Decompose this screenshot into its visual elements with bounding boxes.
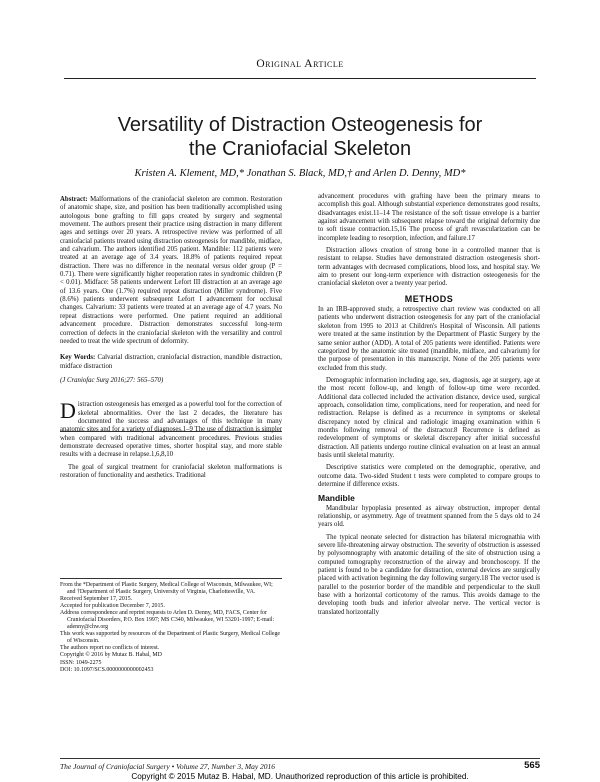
methods-heading: METHODS bbox=[404, 293, 454, 304]
footer-rule bbox=[60, 758, 540, 759]
abstract-rule bbox=[60, 431, 282, 432]
section-tag: Original Article bbox=[256, 58, 344, 70]
abstract-text: Malformations of the craniofacial skeleton are common. Restoration of anatomic shape, size, and position has been traditionally accomplished using autologous bone grafting to fill gaps created by surgery and segmental movement. The authors present their practice using distraction in many different ages and settings over 20 years. A retrospective review was performed of all craniofacial patients treated using distraction osteogenesis for mandible, midface, and calvarium. The authors identified 205 patient. Mandible: 112 patients were treated at an average age of 3.4 years. 18.8% of patients required repeat distraction. There was no difference in the neonatal versus older group (P = 0.71). There were significantly higher reoperation rates in syndromic children (P < 0.01). Midface: 58 patients underwent Lefort III distraction at an average age of 13.6 years. One (1.7%) required repeat distraction (Miller syndrome). Five (8.6%) patients underwent subsequent Lefort I advancement for occlusal changes. Calvarium: 33 patients were treated at an average age of 4.7 years. No repeat distractions were performed. One patient required an additional advancement procedure. Distraction demonstrates successful long-term correction of defects in the craniofacial skeleton with the versatility and control needed to treat the wide spectrum of deformity. bbox=[60, 196, 282, 345]
footer-journal: The Journal of Craniofacial Surgery • Volume 27, Number 3, May 2016 bbox=[60, 762, 276, 771]
abstract-label: Abstract: bbox=[60, 196, 88, 203]
section-divider bbox=[64, 78, 536, 79]
copyright-notice: Copyright © 2015 Mutaz B. Habal, MD. Unauthorized reproduction of this article is prohibited. bbox=[131, 772, 469, 781]
journal-citation: (J Craniofac Surg 2016;27: 565–570) bbox=[60, 376, 164, 384]
left-column bbox=[60, 196, 282, 484]
article-title bbox=[60, 113, 540, 161]
footnote-accepted: Accepted for publication December 7, 2015. bbox=[60, 603, 165, 610]
methods-paragraph-2: Demographic information including age, sex, diagnosis, age at surgery, age at the most recent follow-up, and length of follow-up time were recorded. Additional data collected included the activation distance, device used, surgical approach, consolidation time, complications, need for reoperation, and need for redistraction. Relapse is defined as a recurrence in symptoms or skeletal discrepancy noted by clinical and radiologic imaging examination within 6 months following removal of the distractor.8 Recurrence is defined as redevelopment of symptoms or skeletal discrepancy after initial successful distraction. All patients undergo routine clinical evaluation on at least an annual basis until skeletal maturity. bbox=[318, 376, 540, 459]
footnote-correspondence: Address correspondence and reprint requests to Arlen D. Denny, MD, FACS, Center for Craniofacial Disorders, P.O. Box 1997; MS C340, Milwaukee, WI 53201-1997; E-mail: adenny@chw.org bbox=[60, 610, 275, 631]
intro-paragraph-3: advancement procedures with grafting have been the primary means to accomplish this goal. Although substantial experience demonstrates good results, disadvantages exist.11–14 The resistance of the soft tissue envelope is a barrier against advancement with subsequent relapse toward the original deformity due to soft tissue contraction.15,16 The process of graft revascularization can be incomplete leading to resorption, infection, and failure.17 bbox=[318, 193, 540, 242]
mandible-paragraph-2: The typical neonate selected for distraction has bilateral micrognathia with severe life-threatening airway obstruction. The severity of obstruction is assessed by polysomnography with anatomic detailing of the site of obstruction using a computed tomography reconstruction of the airway and bronchoscopy. If the patient is found to be a candidate for distraction, external devices are surgically placed with activation beginning the day following surgery.18 The vector used is parallel to the posterior border of the mandible and perpendicular to the skull base with a horizontal corticotomy of the ramus. This avoids damage to the developing tooth buds and inferior alveolar nerve. The vertical vector is translated horizontally bbox=[318, 533, 540, 616]
mandible-heading: Mandible bbox=[318, 493, 355, 504]
intro-paragraph-4: Distraction allows creation of strong bone in a controlled manner that is resistant to relapse. Studies have demonstrated distraction osteogenesis short-term advantages with decreased complications, blood loss, and hospital stay. We aim to present our long-term experience with distraction osteogenesis for the craniofacial skeleton over a twenty year period. bbox=[318, 247, 540, 288]
methods-paragraph-3: Descriptive statistics were completed on the demographic, operative, and outcome data. Two-sided Student t tests were completed to compare groups to determine if difference exists. bbox=[318, 464, 540, 488]
footnote-copyright: Copyright © 2016 by Mutaz B. Habal, MD bbox=[60, 652, 162, 659]
intro-paragraph-1-text: istraction osteogenesis has emerged as a powerful tool for the correction of skeletal abnormalities. Over the last 2 decades, the literature has documented the success and advantages of this technique in many anatomic sites and for a variety of diagnoses.1–9 The use of distraction is simpler when compared with traditional advancement procedures. Previous studies demonstrate decreased operative times, shorter hospital stay, and more stable results with a decrease in relapse.1,6,8,10 bbox=[60, 401, 282, 459]
footnote-conflicts: The authors report no conflicts of interest. bbox=[60, 645, 160, 652]
title-line-1: Versatility of Distraction Osteogenesis for bbox=[117, 114, 483, 136]
footnote-issn: ISSN: 1049-2275 bbox=[60, 659, 102, 666]
footnote-rule bbox=[60, 578, 282, 579]
mandible-paragraph-1: Mandibular hypoplasia presented as airway obstruction, improper dental relationship, or asymmetry. Age of treatment spanned from the 5 days old to 24 years old. bbox=[318, 504, 540, 529]
footnote-affiliation: From the *Department of Plastic Surgery, Medical College of Wisconsin, Milwaukee, WI; and †Department of Plastic Surgery, University of Virginia, Charlottesville, VA. bbox=[60, 582, 273, 596]
methods-paragraph-1: In an IRB-approved study, a retrospective chart review was conducted on all patients who underwent distraction osteogenesis for any part of the craniofacial skeleton from 1995 to 2013 at Children's Hospital of Wisconsin. All patients were treated at the same institution by the Department of Plastic Surgery by the same senior author (ADD). A total of 205 patients were identified. Patients were categorized by the anatomic site treated (mandible, midface, and calvarium) for the purpose of presentation in this manuscript. None of the 205 patients were excluded from this study. bbox=[318, 306, 540, 372]
footnote-support: This work was supported by resources of the Department of Plastic Surgery, Medical College of Wisconsin. bbox=[60, 631, 281, 645]
title-line-2: the Craniofacial Skeleton bbox=[188, 138, 412, 160]
footnotes bbox=[60, 582, 282, 674]
keywords-text: Calvarial distraction, craniofacial distraction, mandible distraction, midface distraction bbox=[60, 354, 282, 370]
abstract bbox=[60, 196, 282, 346]
footnote-doi: DOI: 10.1097/SCS.0000000000002453 bbox=[60, 666, 154, 673]
right-column bbox=[318, 193, 540, 621]
keywords-label: Key Words: bbox=[60, 354, 96, 362]
author-list: Kristen A. Klement, MD,* Jonathan S. Black, MD,† and Arlen D. Denny, MD* bbox=[134, 168, 466, 179]
page-number: 565 bbox=[524, 760, 540, 771]
keywords bbox=[60, 354, 282, 371]
drop-cap: D bbox=[60, 398, 76, 424]
footnote-received: Received September 17, 2015. bbox=[60, 596, 133, 603]
intro-paragraph-2: The goal of surgical treatment for craniofacial skeleton malformations is restoration of functionality and aesthetics. Traditional bbox=[60, 463, 282, 479]
